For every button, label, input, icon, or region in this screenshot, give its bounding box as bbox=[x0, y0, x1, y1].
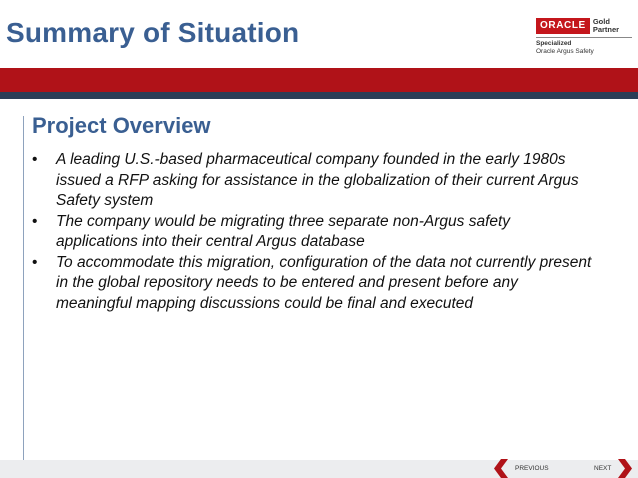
slide-title: Summary of Situation bbox=[6, 17, 300, 48]
badge-header bbox=[536, 18, 619, 34]
badge-specialization bbox=[536, 40, 594, 56]
previous-label: PREVIOUS bbox=[515, 465, 549, 472]
previous-button[interactable] bbox=[494, 459, 549, 478]
bullet-item bbox=[32, 150, 592, 212]
bullet-text: A leading U.S.-based pharmaceutical company founded in the early 1980s issued a RFP asking for assistance in the globalization of their current Argus Safety system bbox=[56, 151, 579, 209]
oracle-gold-partner-badge bbox=[536, 18, 634, 60]
partner-tier-line1: Gold bbox=[592, 17, 610, 26]
section-heading: Project Overview bbox=[32, 113, 211, 138]
bullet-item bbox=[32, 253, 592, 315]
chevron-left-icon bbox=[494, 459, 508, 478]
header-red-band bbox=[0, 68, 638, 92]
partner-tier bbox=[593, 18, 619, 34]
bullet-dot: • bbox=[32, 151, 38, 168]
bullet-item bbox=[32, 212, 592, 253]
chevron-right-icon bbox=[618, 459, 632, 478]
next-label: NEXT bbox=[594, 465, 612, 472]
bullet-list bbox=[32, 150, 592, 314]
oracle-logo: ORACLE bbox=[536, 18, 590, 34]
bullet-dot: • bbox=[32, 253, 38, 271]
badge-divider bbox=[536, 37, 632, 38]
specialization-name: Oracle Argus Safety bbox=[536, 48, 594, 55]
next-button[interactable] bbox=[594, 459, 632, 478]
specialized-label: Specialized bbox=[536, 40, 572, 47]
bullet-text: To accommodate this migration, configuration of the data not currently present in the global repository needs to be entered and present before any meaningful mapping discussions could be final and executed bbox=[56, 253, 592, 312]
content-left-rule bbox=[23, 116, 24, 478]
partner-tier-line2: Partner bbox=[592, 25, 620, 34]
header-navy-band bbox=[0, 92, 638, 99]
bullet-dot: • bbox=[32, 212, 38, 230]
bullet-text: The company would be migrating three separate non-Argus safety applications into their central Argus database bbox=[56, 212, 511, 250]
